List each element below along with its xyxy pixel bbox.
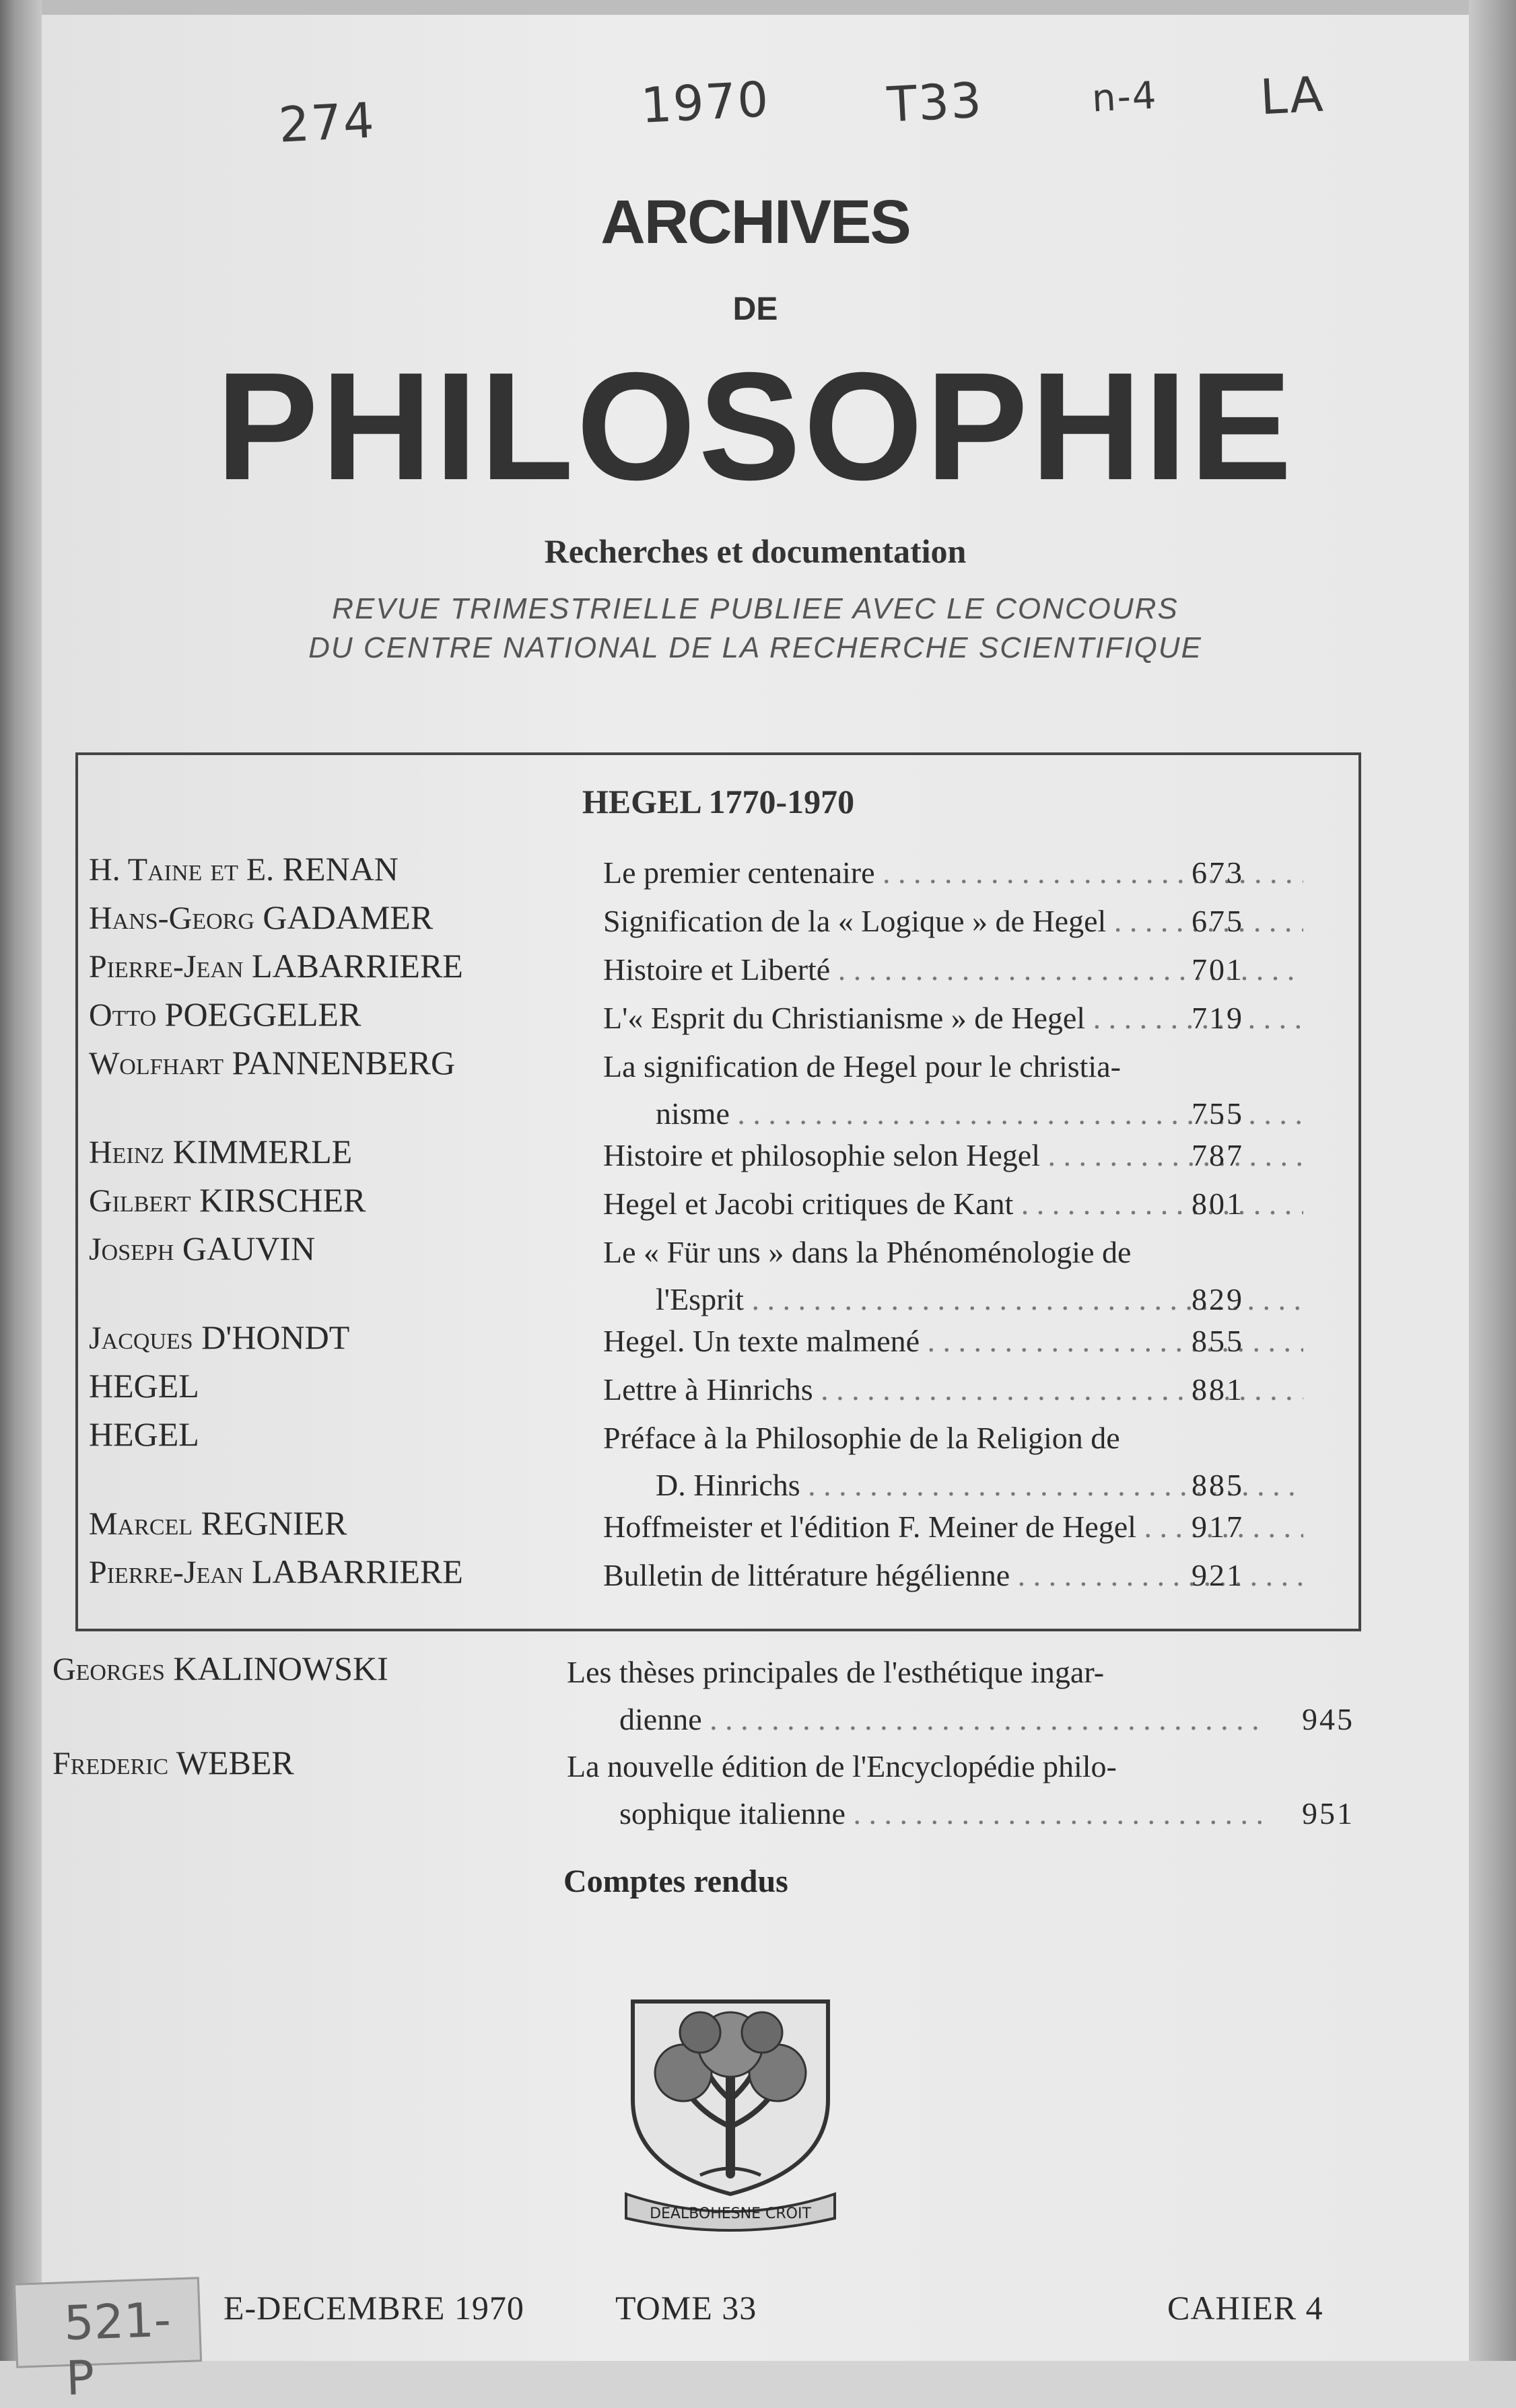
author-name (89, 1132, 352, 1171)
author-last-name: REGNIER (201, 1504, 347, 1542)
author-name (89, 1503, 347, 1543)
author-last-name: GAUVIN (182, 1230, 316, 1267)
author-name (89, 1318, 349, 1357)
author-first-name: Jacques (89, 1320, 193, 1356)
handwritten-note-2: 1970 (639, 71, 771, 134)
author-first-name: Pierre-Jean (89, 1555, 244, 1590)
article-title (567, 1649, 1267, 1743)
author-last-name: KIMMERLE (172, 1133, 353, 1170)
page-number: 675 (1192, 904, 1244, 938)
page-number: 829 (1192, 1282, 1244, 1316)
book-spine (0, 0, 42, 2361)
page-number: 945 (1302, 1702, 1354, 1736)
page-number: 701 (1192, 952, 1244, 987)
page-number: 673 (1192, 855, 1244, 890)
masthead-de: DE (732, 291, 778, 327)
page-number: 787 (1192, 1138, 1244, 1172)
author-last-name: HEGEL (89, 1415, 199, 1453)
page-top-edge (42, 0, 1469, 15)
article-title-line: Préface à la Philosophie de la Religion de (603, 1421, 1120, 1455)
author-name (53, 1743, 294, 1782)
article-title-line: Les thèses principales de l'esthétique ingar- (567, 1655, 1105, 1689)
page-number: 855 (1192, 1324, 1244, 1358)
page-right-edge (1469, 0, 1516, 2361)
author-name (89, 1552, 463, 1591)
toc-heading: HEGEL 1770-1970 (582, 783, 855, 820)
footer (42, 2275, 1469, 2407)
author-name (89, 849, 399, 888)
author-last-name: RENAN (282, 850, 399, 888)
article-title-line: dienne . . . (567, 1696, 1267, 1743)
article-title-line: Signification de la « Logique » de Hegel . . . (603, 898, 1303, 945)
author-name (89, 946, 463, 985)
article-title-line: nisme . . . (603, 1090, 1303, 1137)
author-first-name: Gilbert (89, 1183, 191, 1219)
article-title-line: La nouvelle édition de l'Encyclopédie philo- (567, 1749, 1117, 1783)
article-title-line: Histoire et Liberté . . . (603, 946, 1303, 993)
page-number: 719 (1192, 1001, 1244, 1035)
article-title (567, 1743, 1267, 1837)
article-title-line: Hoffmeister et l'édition F. Meiner de Hegel . . . (603, 1503, 1303, 1551)
article-title-line: Hegel et Jacobi critiques de Kant . . . (603, 1180, 1303, 1228)
author-name (89, 1043, 455, 1082)
author-first-name: Joseph (89, 1232, 174, 1267)
author-last-name: POEGGELER (164, 995, 361, 1033)
article-title-line: La signification de Hegel pour le christia- (603, 1049, 1121, 1084)
author-name (89, 1366, 199, 1405)
article-title-line: Le premier centenaire . . . (603, 849, 1303, 896)
author-first-name: H. Taine et E. (89, 852, 275, 888)
article-title-line: Lettre à Hinrichs . . . (603, 1366, 1303, 1413)
library-stamp (13, 2277, 202, 2407)
author-first-name: Otto (89, 997, 157, 1033)
author-first-name: Hans-Georg (89, 900, 254, 936)
handwritten-note-5: LA (1258, 65, 1326, 126)
page-number: 755 (1192, 1096, 1244, 1131)
tome-number: TOME 33 (615, 2289, 757, 2327)
handwritten-note-4: n-4 (1091, 73, 1159, 121)
author-last-name: GADAMER (263, 898, 434, 936)
author-first-name: Marcel (89, 1506, 193, 1542)
article-title-line: D. Hinrichs . . . (603, 1462, 1303, 1509)
article-title-line: Bulletin de littérature hégélienne . . . (603, 1552, 1303, 1599)
comptes-rendus-heading: Comptes rendus (563, 1864, 788, 1899)
author-last-name: PANNENBERG (232, 1044, 456, 1082)
page-number: 917 (1192, 1510, 1244, 1544)
masthead-archives: ARCHIVES (600, 188, 910, 256)
author-name (89, 995, 361, 1034)
revue-line-1: REVUE TRIMESTRIELLE PUBLIEE AVEC LE CONCOURS (332, 592, 1179, 625)
author-name (53, 1649, 388, 1688)
page-number: 951 (1302, 1796, 1354, 1831)
author-first-name: Georges (53, 1652, 165, 1687)
author-first-name: Heinz (89, 1135, 165, 1170)
stamp-label: 521-P (63, 2292, 172, 2407)
page-number: 881 (1192, 1372, 1244, 1407)
author-last-name: WEBER (176, 1744, 294, 1781)
page-number: 885 (1192, 1468, 1244, 1502)
masthead-subtitle: Recherches et documentation (544, 532, 967, 570)
cahier-number: CAHIER 4 (1167, 2289, 1323, 2327)
table-of-contents-box (75, 752, 1361, 1631)
author-last-name: LABARRIERE (251, 1553, 463, 1590)
author-name (89, 1229, 315, 1268)
article-title-line: l'Esprit . . . (603, 1276, 1303, 1323)
page-number: 801 (1192, 1187, 1244, 1221)
author-last-name: KALINOWSKI (173, 1650, 388, 1687)
emblem-motto: DEALBOHESNE CROIT (650, 2205, 811, 2222)
masthead-philosophie: PHILOSOPHIE (215, 341, 1295, 512)
article-title-line: Hegel. Un texte malmené . . . (603, 1318, 1303, 1365)
publisher-emblem-shield (619, 1992, 841, 2234)
author-name (89, 1180, 366, 1219)
author-first-name: Wolfhart (89, 1046, 224, 1082)
cover-page (42, 0, 1469, 2407)
handwritten-note-1: 274 (277, 92, 377, 153)
article-title-line: sophique italienne . . . (567, 1790, 1267, 1837)
article-title-line: L'« Esprit du Christianisme » de Hegel . . . (603, 995, 1303, 1042)
author-first-name: Frederic (53, 1746, 169, 1781)
author-name (89, 898, 433, 937)
author-last-name: LABARRIERE (251, 947, 463, 985)
article-title-line: Histoire et philosophie selon Hegel . . . (603, 1132, 1303, 1179)
revue-line-2: DU CENTRE NATIONAL DE LA RECHERCHE SCIENTIFIQUE (308, 631, 1202, 664)
page-number: 921 (1192, 1558, 1244, 1592)
author-last-name: D'HONDT (201, 1318, 350, 1356)
issue-date: E-DECEMBRE 1970 (223, 2289, 524, 2327)
article-title-line: Le « Für uns » dans la Phénoménologie de (603, 1235, 1132, 1269)
handwritten-note-3: T33 (885, 71, 984, 133)
author-name (89, 1415, 199, 1454)
author-last-name: KIRSCHER (199, 1181, 366, 1219)
author-first-name: Pierre-Jean (89, 949, 244, 985)
author-last-name: HEGEL (89, 1367, 199, 1405)
